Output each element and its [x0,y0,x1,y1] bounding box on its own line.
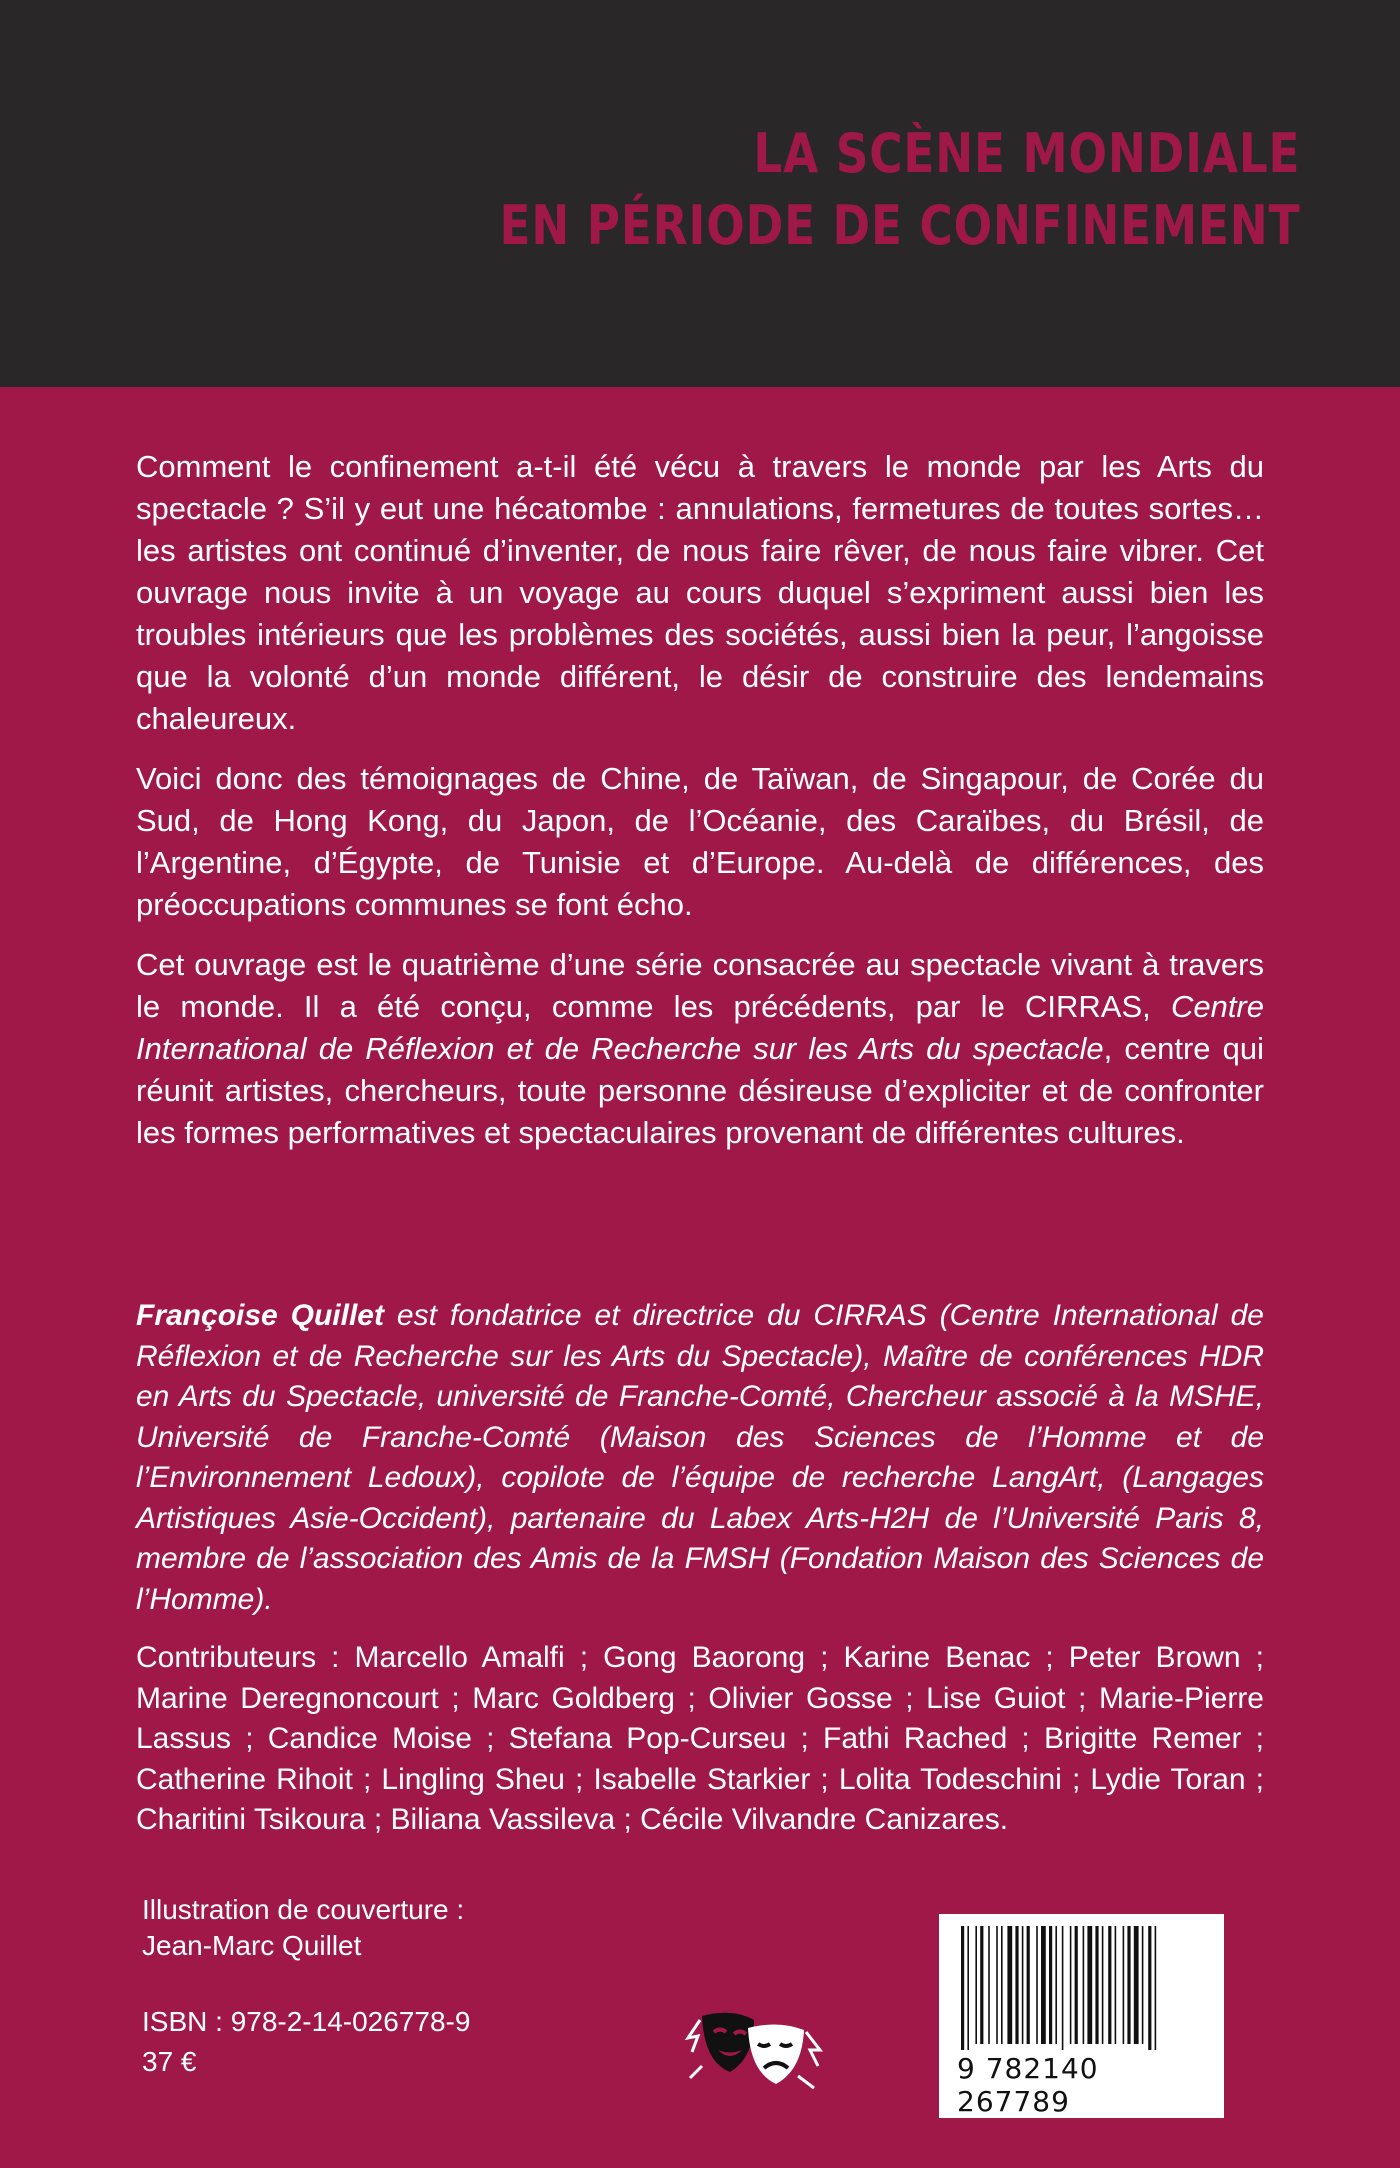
illustration-artist: Jean-Marc Quillet [142,1930,362,1961]
cirras-full-name: Centre International de Réflexion et de Recherche sur les Arts du spectacle [136,989,1264,1066]
barcode-bar [1108,1926,1111,2044]
barcode-bar [1155,1926,1157,2050]
barcode-bar [996,1926,998,2044]
barcode-bar [975,1926,977,2044]
author-section [136,1296,1264,1859]
author-name: Françoise Quillet [136,1299,384,1332]
barcode-bar [1070,1926,1072,2044]
barcode-bar [1142,1926,1144,2044]
title-line-1: LA SCÈNE MONDIALE [753,122,1300,185]
barcode-bar [1015,1926,1018,2044]
blurb-p3-end: , centre qui réunit artistes, chercheurs, toute personne désireuse d’expliciter et de confronter les formes performatives et spectaculaires provenant de différentes cultures. [136,1031,1264,1150]
blurb-p3-start: Cet ouvrage est le quatrième d’une série consacrée au spectacle vivant à travers le monde. Il a été conçu, comme les précédents, par le CIRRAS, [136,947,1264,1024]
barcode-bar [988,1926,990,2044]
contributors-list: Contributeurs : Marcello Amalfi ; Gong Baorong ; Karine Benac ; Peter Brown ; Marine Deregnoncourt ; Marc Goldberg ; Olivier Gosse ; Lise Guiot ; Marie-Pierre Lassus ; Candice Moise ; Stefana Pop-Curseu ; Fathi Rached ; Brigitte Remer ; Catherine Rihoit ; Lingling Sheu ; Isabelle Starkier ; Lolita Todeschini ; Lydie Toran ; Charitini Tsikoura ; Biliana Vassileva ; Cécile Vilvandre Canizares. [136,1641,1264,1836]
barcode-bar [1102,1926,1104,2044]
barcode-bar [980,1926,983,2044]
barcode-number: 9 782140 267789 [957,2052,1099,2118]
barcode-bar [1022,1926,1024,2044]
barcode-bar [1127,1926,1130,2044]
isbn: ISBN : 978-2-14-026778-9 [142,2006,471,2037]
author-bio-text: est fondatrice et directrice du CIRRAS (Centre International de Réflexion et de Recherche sur les Arts du Spectacle), Maître de conférences HDR en Arts du Spectacle, université de Franche-Comté, Chercheur associé à la MSHE, Université de Franche-Comté (Maison des Sciences de l’Homme et de l’Environnement Ledoux), copilote de l’équipe de recherche LangArt, (Langages Artistiques Asie-Occident), partenaire du Labex Arts-H2H de l’Université Paris 8, membre de l’association des Amis de la FMSH (Fondation Maison des Sciences de l’Homme). [136,1299,1264,1616]
barcode-bar [1007,1926,1012,2044]
barcode-bar [1087,1926,1092,2044]
barcode-bar [1055,1926,1057,2044]
header-band [0,0,1400,387]
barcode-bar [1049,1926,1052,2044]
barcode-bar [1036,1926,1038,2044]
barcode-bar [1027,1926,1030,2044]
barcode-bar [1083,1926,1085,2044]
blurb-paragraph-3 [136,944,1264,1154]
blurb-paragraph-1: Comment le confinement a-t-il été vécu à travers le monde par les Arts du spectacle ? S’il y eut une hécatombe : annulations, fermetures de toutes sortes… les artistes ont continué d’inventer, de nous faire rêver, de nous faire vibrer. Cet ouvrage nous invite à un voyage au cours duquel s’expriment aussi bien les troubles intérieurs que les problèmes des sociétés, aussi bien la peur, l’angoisse que la volonté d’un monde différent, le désir de construire des lendemains chaleureux. [136,449,1264,736]
title-line-2: EN PÉRIODE DE CONFINEMENT [499,194,1300,257]
book-title [499,118,1300,262]
barcode-bar [1062,1926,1064,2050]
barcode-bars [957,1926,1207,2050]
barcode-bar [1134,1926,1139,2044]
blurb-paragraph-2: Voici donc des témoignages de Chine, de Taïwan, de Singapour, de Corée du Sud, de Hong Kong, du Japon, de l’Océanie, des Caraïbes, du Brésil, de l’Argentine, d’Égypte, de Tunisie et d’Europe. Au-delà de différences, des préoccupations communes se font écho. [136,761,1264,922]
author-bio [136,1296,1264,1620]
barcode-bar [1001,1926,1003,2044]
theatre-masks-icon [684,2006,826,2094]
barcode-bar [961,1926,964,2050]
barcode-bar [1095,1926,1098,2044]
barcode-bar [1115,1926,1117,2044]
price: 37 € [142,2046,197,2077]
footer-info [142,1892,470,2080]
barcode-bar [967,1926,969,2050]
barcode [939,1914,1224,2118]
barcode-bar [1041,1926,1046,2044]
illustration-label: Illustration de couverture : [142,1894,465,1925]
barcode-bar [1075,1926,1078,2044]
barcode-bar [1123,1926,1125,2044]
barcode-bar [1148,1926,1151,2050]
blurb [136,446,1264,1172]
